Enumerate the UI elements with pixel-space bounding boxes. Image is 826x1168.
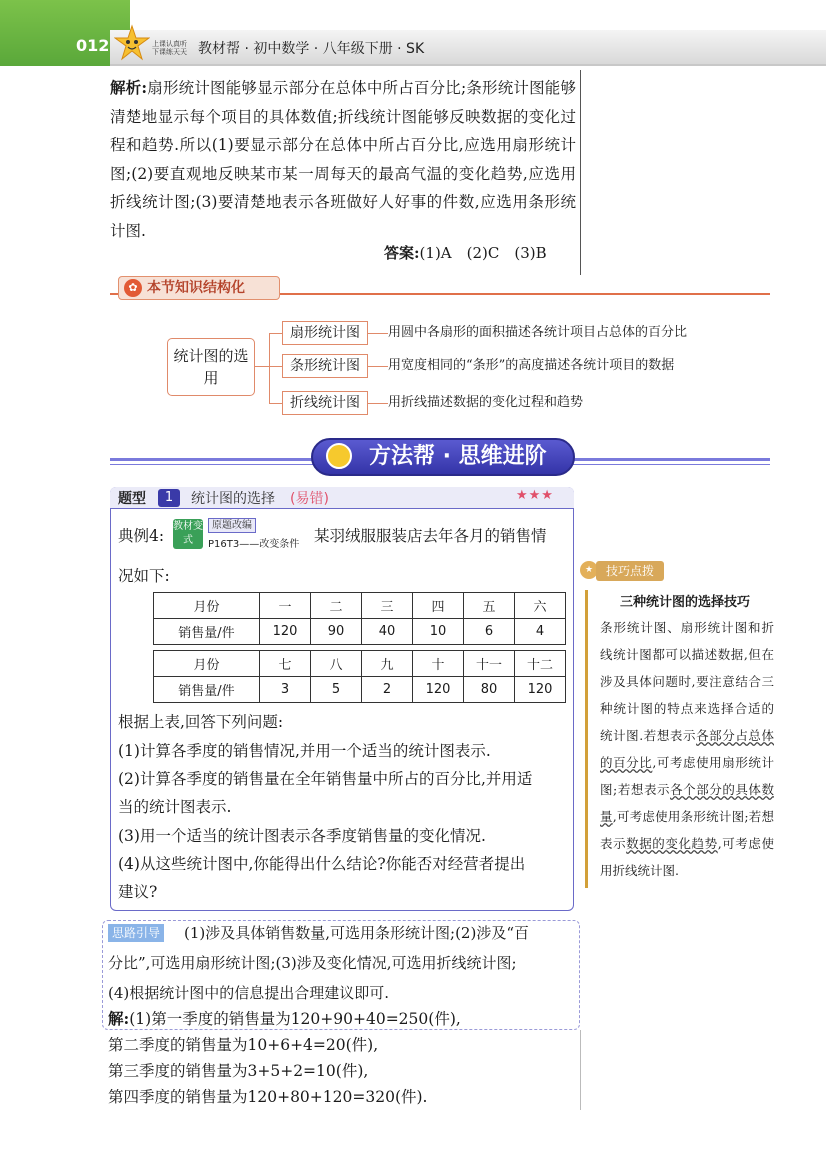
table-cell: 120 (515, 677, 566, 703)
table-cell: 十一 (464, 651, 515, 677)
tip-text: ,可考虑使用扇形统计图;若想表示 (600, 755, 774, 797)
sales-table-h2 (153, 650, 566, 703)
tip-emphasis: 数据的变化趋势 (626, 836, 718, 851)
mindmap-connector (368, 403, 388, 404)
table-cell: 一 (260, 593, 311, 619)
mindmap-desc-pie: 用圆中各扇形的面积描述各统计项目占总体的百分比 (388, 325, 688, 340)
mindmap-connector (269, 333, 270, 403)
hint-line-3: (4)根据统计图中的信息提出合理建议即可. (108, 984, 390, 1002)
table-cell: 九 (362, 651, 413, 677)
mindmap-connector (269, 403, 282, 404)
example-intro-cont: 况如下: (118, 567, 170, 585)
question-part-2: (2)计算各季度的销售量在全年销售量中所占的百分比,并用适 (118, 770, 533, 788)
answer-line (384, 242, 547, 263)
example-intro: 某羽绒服服装店去年各月的销售情 (314, 527, 547, 545)
table-cell: 八 (311, 651, 362, 677)
mindmap-connector (269, 333, 282, 334)
table-cell: 3 (260, 677, 311, 703)
table-cell: 十 (413, 651, 464, 677)
brand-slogan: 上课认真听 下课练天天 (152, 40, 187, 56)
mindmap-root: 统计图的选用 (167, 338, 255, 396)
source-ref: P16T3——改变条件 (208, 539, 300, 550)
analysis-label: 解析: (110, 78, 148, 97)
hint-label: 思路引导 (108, 924, 164, 942)
sales-table-h1 (153, 592, 566, 645)
question-part-1: (1)计算各季度的销售情况,并用一个适当的统计图表示. (118, 742, 491, 760)
tip-text: ,可考虑使用折线统计图. (600, 836, 774, 878)
table-cell: 销售量/件 (154, 619, 260, 645)
difficulty-stars: ★★★ (516, 488, 554, 503)
table-cell: 月份 (154, 593, 260, 619)
tip-emphasis: 各个部分的具体数量 (600, 782, 774, 824)
hint-line-1: (1)涉及具体销售数量,可选用条形统计图;(2)涉及“百 (184, 924, 529, 942)
table-cell: 2 (362, 677, 413, 703)
table-cell: 五 (464, 593, 515, 619)
solution-line-4: 第四季度的销售量为120+80+120=320(件). (108, 1088, 428, 1106)
mindmap-desc-bar: 用宽度相同的“条形”的高度描述各统计项目的数据 (388, 358, 675, 373)
question-part-2-cont: 当的统计图表示. (118, 798, 232, 816)
tip-body (600, 614, 774, 884)
question-type-number: 1 (158, 489, 180, 507)
table-cell: 六 (515, 593, 566, 619)
table-cell: 6 (464, 619, 515, 645)
star-mascot-icon (114, 24, 150, 64)
table-cell: 80 (464, 677, 515, 703)
mindmap-connector (368, 333, 388, 334)
table-cell: 4 (515, 619, 566, 645)
tip-side-bar (585, 590, 588, 888)
tip-emphasis: 各部分占总体的百分比 (600, 728, 774, 770)
analysis-paragraph (110, 74, 576, 245)
mindmap-branch-pie: 扇形统计图 (282, 321, 368, 345)
solution-line-1 (108, 1006, 461, 1032)
hint-line-2: 分比”,可选用扇形统计图;(3)涉及变化情况,可选用折线统计图; (108, 954, 517, 972)
table-cell: 二 (311, 593, 362, 619)
page-number: 012 (76, 36, 110, 55)
knowledge-banner: 本节知识结构化 (118, 276, 280, 300)
table-cell: 90 (311, 619, 362, 645)
solution-label: 解: (108, 1009, 130, 1028)
mindmap-connector (269, 366, 282, 367)
source-tag: 原题改编 (208, 518, 256, 533)
question-lead: 根据上表,回答下列问题: (118, 713, 284, 731)
example-label: 典例4: (118, 527, 165, 545)
book-title: 教材帮 · 初中数学 · 八年级下册 · SK (198, 41, 425, 57)
column-divider (580, 70, 581, 275)
solution-line-3: 第三季度的销售量为3+5+2=10(件), (108, 1062, 369, 1080)
solution-line-2: 第二季度的销售量为10+6+4=20(件), (108, 1036, 379, 1054)
answer-label: 答案: (384, 244, 420, 262)
table-cell: 七 (260, 651, 311, 677)
table-cell: 40 (362, 619, 413, 645)
mindmap-branch-line: 折线统计图 (282, 391, 368, 415)
mindmap-connector (368, 366, 388, 367)
tip-label: 技巧点拨 (596, 561, 664, 581)
flower-icon: ✿ (124, 279, 142, 297)
table-cell: 5 (311, 677, 362, 703)
textbook-variant-badge: 教材变式 (173, 519, 203, 549)
table-cell: 月份 (154, 651, 260, 677)
solution-text-1: (1)第一季度的销售量为120+90+40=250(件), (129, 1010, 461, 1028)
table-cell: 10 (413, 619, 464, 645)
lightbulb-icon (326, 443, 352, 469)
question-type-label: 题型 (118, 491, 146, 507)
method-banner: 方法帮 · 思维进阶 (311, 438, 575, 476)
tip-text: 条形统计图、扇形统计图和折线统计图都可以描述数据,但在涉及具体问题时,要注意结合三种统计图的特点来选择合适的统计图.若想表示 (600, 620, 774, 743)
table-row (154, 677, 566, 703)
table-cell: 十二 (515, 651, 566, 677)
mindmap-desc-line: 用折线描述数据的变化过程和趋势 (388, 395, 584, 410)
tip-title: 三种统计图的选择技巧 (620, 595, 751, 610)
question-title: 统计图的选择 (191, 491, 275, 507)
answer-text: (1)A (2)C (3)B (419, 244, 547, 262)
table-row (154, 619, 566, 645)
table-cell: 120 (413, 677, 464, 703)
question-part-4-cont: 建议? (118, 883, 158, 901)
table-row (154, 651, 566, 677)
table-cell: 三 (362, 593, 413, 619)
table-row (154, 593, 566, 619)
question-tag: (易错) (290, 491, 329, 507)
column-divider (580, 1030, 581, 1110)
mindmap-branch-bar: 条形统计图 (282, 354, 368, 378)
table-cell: 四 (413, 593, 464, 619)
question-part-3: (3)用一个适当的统计图表示各季度销售量的变化情况. (118, 827, 486, 845)
table-cell: 销售量/件 (154, 677, 260, 703)
tip-text: ,可考虑使用条形统计图;若想表示 (600, 809, 774, 851)
mindmap-connector (255, 366, 269, 367)
tip-icon: ★ (580, 561, 598, 579)
analysis-text: 扇形统计图能够显示部分在总体中所占百分比;条形统计图能够清楚地显示每个项目的具体数值;折线统计图能够反映数据的变化过程和趋势.所以(1)要显示部分在总体中所占百分比,应选用扇形统计图;(2)要直观地反映某市某一周每天的最高气温的变化趋势,应选用折线统计图;(3)要清楚地表示各班做好人好事的件数,应选用条形统计图. (110, 79, 576, 240)
question-part-4: (4)从这些统计图中,你能得出什么结论?你能否对经营者提出 (118, 855, 526, 873)
table-cell: 120 (260, 619, 311, 645)
